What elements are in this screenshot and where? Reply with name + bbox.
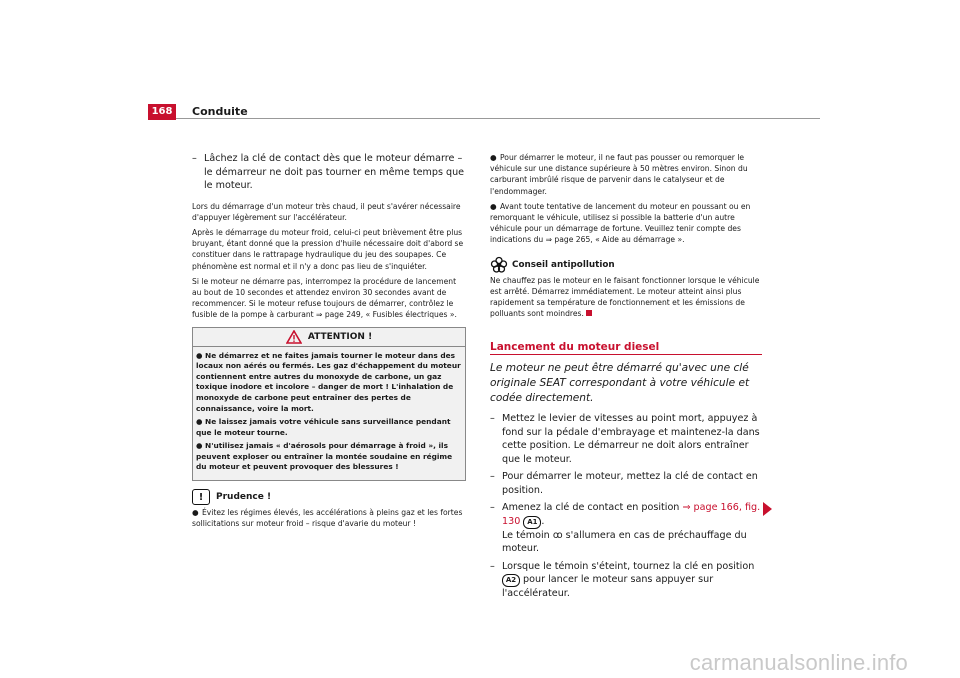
paragraph: Après le démarrage du moteur froid, celui-ci peut brièvement être plus bruyant, étant donné que la pression d'huile nécessaire doit d'abord se constituer dans le rattrapage hydraulique du jeu des soupapes. Ce phénomène est normal et il n'y a donc pas lieu de s'inquiéter. (192, 227, 464, 271)
position-callout: A1 (523, 516, 541, 529)
end-square-icon (586, 310, 592, 316)
warning-box (192, 327, 466, 482)
eco-text: Ne chauffez pas le moteur en le faisant fonctionner lorsque le véhicule est arrêté. Démarrez immédiatement. Le moteur atteint ainsi plus rapidement sa température de fonctionnement et les émissions de polluants sont moindres. (490, 275, 760, 319)
instruction-step: – Mettez le levier de vitesses au point mort, appuyez à fond sur la pédale d'embrayage et maintenez-la dans cette position. Le démarreur ne doit alors entraîner que le moteur. (490, 413, 760, 465)
instruction-step: – Amenez la clé de contact en position ⇒ page 166, fig. 130 A1 . Le témoin ꝏ s'allumera en cas de préchauffage du moteur. (490, 502, 761, 555)
instruction-step: – Lorsque le témoin s'éteint, tournez la clé en position A2 pour lancer le moteur sans appuyer sur l'accélérateur. (490, 560, 755, 600)
glow-plug-icon: ꝏ (552, 529, 563, 541)
position-callout: A2 (502, 574, 520, 587)
page-title: Conduite (192, 105, 248, 118)
eco-heading: Conseil antipollution (490, 256, 764, 274)
warning-title: ATTENTION ! (196, 328, 462, 346)
instruction-step: – Lâchez la clé de contact dès que le moteur démarre – le démarreur ne doit pas tourner en même temps que le moteur. (192, 153, 465, 191)
warning-item: ● Ne laissez jamais votre véhicule sans surveillance pendant que le moteur tourne. (196, 417, 451, 437)
paragraph: Lors du démarrage d'un moteur très chaud, il peut s'avérer nécessaire d'appuyer légèrement sur l'accélérateur. (192, 201, 461, 222)
warning-item: ● N'utilisez jamais « d'aérosols pour démarrage à froid », ils peuvent exploser ou entraîner la montée soudaine en régime du moteur et peuvent provoquer des blessures ! (196, 441, 453, 472)
next-page-arrow-icon (763, 502, 772, 516)
section-intro: Le moteur ne peut être démarré qu'avec une clé originale SEAT correspondant à votre véhicule et codée directement. (490, 362, 750, 405)
left-column (192, 152, 466, 533)
caution-item: ● Évitez les régimes élevés, les accélérations à pleins gaz et les fortes sollicitations sur moteur froid – risque d'avarie du moteur ! (192, 508, 463, 529)
warning-divider (193, 346, 465, 347)
flower-eco-icon (490, 256, 508, 274)
bullet-item: ● Avant toute tentative de lancement du moteur en poussant ou en remorquant le véhicule, utilisez si possible la batterie d'un autre véhicule pour un démarrage de fortune. Veuillez tenir compte des indications du ⇒ page 265, « Aide au démarrage ». (490, 201, 751, 245)
exclamation-icon: ! (192, 489, 210, 505)
section-title: Lancement du moteur diesel (490, 341, 762, 355)
header-divider (176, 118, 820, 119)
right-column (490, 152, 764, 605)
bullet-item: ● Pour démarrer le moteur, il ne faut pas pousser ou remorquer le véhicule sur une distance supérieure à 50 mètres environ. Sinon du carburant imbrûlé risque de parvenir dans le catalyseur et de l'endommager. (490, 153, 748, 196)
page-reference-link[interactable]: ⇒ page 166, fig. 130 (502, 502, 761, 527)
warning-triangle-icon (286, 330, 302, 344)
caution-heading: ! Prudence ! (192, 489, 466, 505)
instruction-step: – Pour démarrer le moteur, mettez la clé de contact en position. (490, 471, 758, 496)
warning-item: ● Ne démarrez et ne faites jamais tourner le moteur dans des locaux non aérés ou fermés. Les gaz d'échappement du moteur contiennent entre autres du monoxyde de carbone, un gaz toxique inodore et incolore – danger de mort ! L'inhalation de monoxyde de carbone peut entraîner des pertes de connaissance, voire la mort. (196, 350, 461, 413)
paragraph: Si le moteur ne démarre pas, interrompez la procédure de lancement au bout de 10 secondes et attendez environ 30 secondes avant de recommencer. Si le moteur refuse toujours de démarrer, contrôlez le fusible de la pompe à carburant ⇒ page 249, « Fusibles électriques ». (192, 276, 457, 320)
page-number: 168 (148, 104, 176, 120)
watermark: carmanualsonline.info (689, 650, 908, 675)
